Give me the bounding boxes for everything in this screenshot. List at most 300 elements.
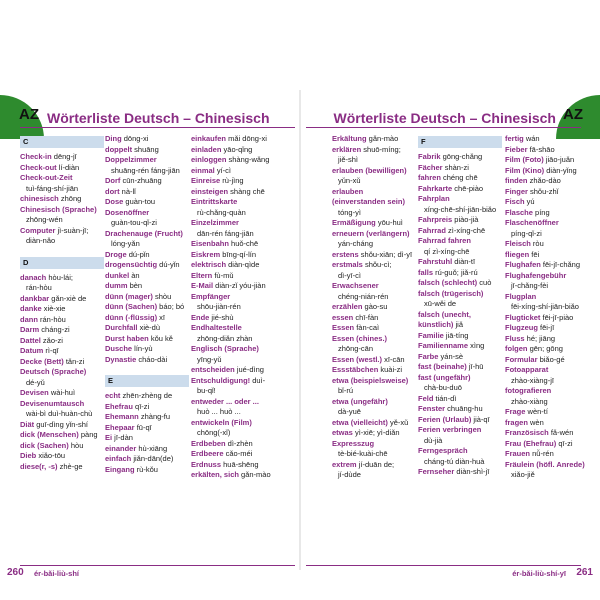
headword: Finger	[505, 186, 528, 196]
pinyin-translation: píng	[532, 207, 550, 217]
headword: extrem	[332, 459, 357, 469]
page-title-right: Wörterliste Deutsch – Chinesisch	[333, 110, 556, 126]
pinyin-translation: wài-bì duì-huàn-chù	[26, 409, 93, 418]
pinyin-translation: yí-cì	[214, 165, 232, 175]
dictionary-entry	[505, 145, 589, 156]
headword: Flughafen	[505, 260, 541, 269]
headword: Droge	[105, 249, 127, 259]
dictionary-entry	[418, 457, 502, 468]
dictionary-entry	[191, 250, 275, 261]
headword: Fahrrad	[418, 225, 446, 235]
dictionary-entry	[191, 386, 275, 397]
dictionary-entry	[332, 355, 416, 366]
dictionary-entry	[191, 428, 275, 439]
headword: Formular	[505, 354, 538, 364]
headword: Flugticket	[505, 312, 541, 322]
pinyin-translation: shǒu-cì;	[362, 260, 392, 269]
dictionary-entry	[332, 145, 416, 156]
pinyin-translation: kuài-zi	[378, 365, 403, 374]
dictionary-entry	[105, 292, 189, 303]
headword: Darm	[20, 325, 40, 334]
dictionary-entry	[191, 229, 275, 240]
dictionary-entry	[332, 376, 416, 387]
headword: Eisenbahn	[191, 239, 229, 248]
pinyin-translation: shàng chē	[228, 186, 265, 196]
pinyin-translation: hòu	[68, 440, 84, 450]
pinyin-translation: fā-shāo	[527, 144, 555, 154]
headword: Fisch	[505, 197, 525, 206]
dictionary-entry	[505, 407, 589, 418]
pinyin-translation: diàn-zǐ yóu-jiàn	[213, 281, 266, 290]
pinyin-translation: yú	[524, 197, 535, 206]
dictionary-entry	[418, 320, 502, 331]
pinyin-translation: fǎ-wén	[548, 428, 574, 437]
pinyin-translation: nà-lǐ	[119, 186, 136, 196]
dictionary-entry	[105, 465, 189, 476]
dictionary-entry	[332, 428, 416, 439]
pinyin-translation: xū-wěi de	[424, 299, 457, 308]
pinyin-translation: diàn-qìde	[226, 260, 260, 269]
dictionary-entry	[20, 409, 104, 420]
dictionary-entry	[418, 415, 502, 426]
dictionary-entry	[418, 257, 502, 268]
headword: Dorf	[105, 176, 121, 185]
headword: Essen (westl.)	[332, 354, 383, 364]
headword: Erdbeben	[191, 438, 226, 448]
pinyin-translation: dì-yī-cì	[338, 270, 361, 280]
section-gap	[20, 247, 104, 255]
pinyin-translation: jiǎn-dān(de)	[131, 454, 174, 463]
dictionary-entry	[105, 145, 189, 156]
pinyin-translation: shǒu-zhǐ	[527, 186, 559, 196]
pinyin-translation: jiǎ	[453, 320, 464, 329]
headword: erstmals	[332, 260, 363, 269]
pinyin-translation: dì-zhèn	[225, 438, 253, 448]
pinyin-translation: fēi	[529, 249, 540, 259]
dictionary-entry	[105, 433, 189, 444]
dictionary-entry	[332, 439, 416, 450]
pinyin-translation: shǒu-xiān; dì-yī	[358, 249, 413, 259]
dictionary-entry	[418, 362, 502, 373]
az-icon: AZ	[19, 106, 39, 123]
dictionary-entry	[505, 428, 589, 439]
pinyin-translation: shòu	[152, 291, 172, 301]
dictionary-entry	[418, 352, 502, 363]
pinyin-translation: yán-cháng	[338, 239, 374, 248]
dictionary-entry	[505, 460, 589, 471]
dictionary-entry	[191, 439, 275, 450]
page-number-left: 260	[7, 567, 24, 578]
headword: Fenster	[418, 404, 446, 413]
dictionary-entry	[20, 163, 104, 174]
dictionary-entry	[20, 325, 104, 336]
dictionary-entry	[105, 313, 189, 324]
headword: Empfänger	[191, 291, 231, 301]
dictionary-entry	[505, 271, 589, 282]
pinyin-translation: yāo-qǐng	[221, 144, 253, 154]
pinyin-translation: ròu	[530, 239, 544, 248]
pinyin-translation: jiā-tíng	[443, 330, 469, 340]
headword: Ehepaar	[105, 422, 135, 432]
headword: Endhaltestelle	[191, 323, 242, 332]
dictionary-entry	[418, 289, 502, 300]
pinyin-translation: diàn-shì-jī	[454, 467, 490, 476]
pinyin-translation: cháng-tú diàn-huà	[424, 456, 485, 466]
dictionary-entry	[105, 187, 189, 198]
pinyin-translation: shuō-míng;	[361, 144, 401, 154]
headword: Fahrpreis	[418, 215, 453, 224]
pinyin-translation: biǎo-gé	[537, 354, 565, 364]
headword: dick (Sachen)	[20, 440, 69, 450]
headword: fast (beinahe)	[418, 362, 467, 371]
pinyin-translation: chī-fàn	[353, 312, 379, 322]
headword: elektrisch	[191, 260, 227, 269]
dictionary-entry	[332, 187, 416, 198]
headword: erklären	[332, 144, 362, 154]
dictionary-entry	[191, 134, 275, 145]
wordlist-column-4	[332, 134, 416, 481]
dictionary-entry	[332, 176, 416, 187]
dictionary-entry	[191, 418, 275, 429]
dictionary-entry	[332, 418, 416, 429]
dictionary-entry	[105, 412, 189, 423]
headword: (einverstanden sein)	[332, 197, 405, 206]
headword: danach	[20, 272, 47, 282]
headword: chinesisch	[20, 194, 59, 203]
headword: künstlich)	[418, 320, 454, 329]
pinyin-translation: tè-bié-kuài-chē	[338, 449, 388, 458]
dictionary-entry	[418, 215, 502, 226]
page-title-left: Wörterliste Deutsch – Chinesisch	[47, 110, 270, 126]
section-letter-header: F	[418, 136, 502, 148]
dictionary-entry	[191, 449, 275, 460]
pinyin-translation: cháng-zi	[39, 325, 70, 334]
dictionary-entry	[505, 208, 589, 219]
dictionary-entry	[332, 250, 416, 261]
dictionary-entry	[332, 365, 416, 376]
dictionary-entry	[418, 152, 502, 163]
headword: Fotoapparat	[505, 365, 549, 374]
dictionary-entry	[105, 260, 189, 271]
dictionary-entry	[105, 355, 189, 366]
dictionary-entry	[105, 444, 189, 455]
headword: Ferngespräch	[418, 446, 468, 455]
headword: Dusche	[105, 344, 133, 353]
pinyin-translation: chà-bu-duō	[424, 383, 462, 392]
dictionary-entry	[418, 404, 502, 415]
pinyin-translation: rù-jìng	[220, 176, 244, 185]
dictionary-entry	[191, 344, 275, 355]
headword: Flughafengebühr	[505, 270, 567, 280]
dictionary-entry	[505, 292, 589, 303]
dictionary-entry	[20, 173, 104, 184]
pinyin-translation: bīng-qí-lín	[220, 249, 257, 259]
pinyin-translation: fàn-caì	[354, 323, 380, 332]
dictionary-entry	[20, 236, 104, 247]
pinyin-translation: shàn-zi	[442, 162, 469, 172]
dictionary-entry	[505, 281, 589, 292]
dictionary-entry	[505, 313, 589, 324]
pinyin-translation: tián-dì	[433, 393, 457, 403]
pinyin-translation: xiǎo-jiě	[511, 470, 535, 479]
headword: Film (Foto)	[505, 155, 544, 164]
dictionary-entry	[505, 187, 589, 198]
dictionary-entry	[505, 323, 589, 334]
dictionary-entry	[105, 344, 189, 355]
headword: erlauben (bewilligen)	[332, 165, 407, 175]
headword: Expresszug	[332, 438, 375, 448]
dictionary-entry	[191, 176, 275, 187]
pinyin-translation: lín-yù	[132, 344, 153, 353]
dictionary-entry	[332, 397, 416, 408]
dictionary-entry	[418, 173, 502, 184]
headword: Flasche	[505, 207, 533, 217]
headword: erlauben	[332, 186, 364, 196]
headword: dick (Menschen)	[20, 430, 79, 439]
dictionary-entry	[418, 467, 502, 478]
pinyin-translation: xiè-dù	[137, 323, 161, 332]
dictionary-entry	[332, 460, 416, 471]
headword: etwa (ungefähr)	[332, 396, 388, 406]
pinyin-translation: rú-guǒ; jiǎ-rú	[433, 267, 478, 277]
wordlist-column-1	[20, 134, 104, 472]
headword: Chinesisch (Sprache)	[20, 204, 97, 214]
headword: Frage	[505, 407, 526, 416]
pinyin-translation: zhōng-cān	[338, 344, 374, 353]
header-divider	[20, 127, 295, 128]
dictionary-entry	[191, 239, 275, 250]
dictionary-entry	[332, 292, 416, 303]
pinyin-translation: zhēn-zhèng de	[120, 391, 173, 400]
pinyin-translation: cūn-zhuāng	[120, 176, 162, 185]
headword: drogensüchtig	[105, 260, 158, 269]
dictionary-entry	[105, 134, 189, 145]
pinyin-translation: rán-hòu	[37, 314, 66, 324]
pinyin-translation: yīng-yǔ	[197, 354, 222, 364]
pinyin-translation: huā-shēng	[221, 459, 259, 469]
headword: Eltern	[191, 270, 213, 280]
pinyin-translation: dù-jià	[424, 435, 443, 445]
pinyin-translation: jiě-shì	[338, 155, 359, 164]
dictionary-entry	[418, 446, 502, 457]
headword: Devisenumtausch	[20, 398, 85, 408]
pinyin-translation: cháo-dài	[136, 354, 168, 364]
dictionary-entry	[505, 334, 589, 345]
headword: Devisen	[20, 388, 49, 397]
headword: falls	[418, 267, 434, 277]
pinyin-translation: qí zì-xíng-chē	[424, 246, 470, 256]
dictionary-entry	[418, 163, 502, 174]
dictionary-entry	[332, 281, 416, 292]
wordlist-column-2	[105, 134, 189, 475]
headword: Feld	[418, 393, 434, 403]
pinyin-translation: duì-	[250, 375, 266, 385]
headword: dankbar	[20, 293, 50, 303]
headword: erkälten, sich	[191, 470, 239, 479]
dictionary-entry	[332, 208, 416, 219]
pinyin-translation: chōng(-xǐ)	[197, 428, 231, 437]
dictionary-entry	[418, 278, 502, 289]
pinyin-translation: shōu-jiàn-rén	[197, 302, 241, 311]
section-letter-header: E	[105, 375, 189, 387]
pinyin-translation: dōng-xi	[121, 134, 149, 143]
headword: einander	[105, 443, 137, 453]
headword: Französisch	[505, 428, 549, 437]
dictionary-entry	[418, 184, 502, 195]
headword: erneuern (verlängern)	[332, 228, 410, 238]
headword: dumm	[105, 281, 128, 290]
headword: Familienname	[418, 341, 469, 350]
pinyin-translation: huò ... huò ...	[197, 407, 241, 416]
headword: Flugplan	[505, 291, 537, 301]
headword: Fluss	[505, 333, 525, 343]
headword: Fächer	[418, 162, 443, 172]
dictionary-entry	[20, 346, 104, 357]
pinyin-translation: jí-duān de;	[356, 459, 395, 469]
headword: entweder ... oder ...	[191, 396, 259, 406]
pinyin-translation: jī-dàn	[112, 433, 133, 442]
headword: einkaufen	[191, 134, 227, 143]
pinyin-translation: bèn	[127, 281, 143, 290]
dictionary-entry	[20, 194, 104, 205]
pinyin-translation: chéng chē	[440, 173, 478, 182]
dictionary-entry	[191, 376, 275, 387]
dictionary-entry	[505, 470, 589, 481]
dictionary-entry	[191, 302, 275, 313]
pinyin-translation: jī-hū	[466, 362, 484, 371]
pinyin-translation: jī-chǎng-fèi	[511, 281, 549, 290]
dictionary-entry	[332, 166, 416, 177]
pinyin-translation: zhào-xiàng	[511, 396, 548, 406]
headword: einladen	[191, 144, 222, 154]
dictionary-entry	[105, 176, 189, 187]
headword: Drachenauge (Frucht)	[105, 228, 183, 238]
headword: Ehefrau	[105, 401, 133, 411]
dictionary-entry	[332, 323, 416, 334]
headword: finden	[505, 176, 528, 185]
dictionary-entry	[332, 386, 416, 397]
dictionary-entry	[20, 273, 104, 284]
pinyin-translation: gōng-chǎng	[440, 152, 483, 161]
dictionary-entry	[20, 441, 104, 452]
dictionary-entry	[332, 302, 416, 313]
headword: falsch (trügerisch)	[418, 288, 484, 298]
headword: Dose	[105, 197, 124, 206]
pinyin-translation: jì-suàn-jī;	[55, 225, 89, 235]
headword: Fahrkarte	[418, 183, 453, 193]
dictionary-entry	[505, 250, 589, 261]
section-gap	[105, 365, 189, 373]
headword: Dynastie	[105, 354, 137, 364]
dictionary-entry	[191, 187, 275, 198]
headword: dort	[105, 186, 120, 196]
headword: Ferien verbringen	[418, 425, 482, 434]
headword: Dosenöffner	[105, 207, 150, 217]
headword: Fahrstuhl	[418, 257, 453, 266]
pinyin-translation: zhōng-diǎn zhàn	[197, 333, 253, 343]
dictionary-entry	[505, 386, 589, 397]
headword: Fräulein (höfl. Anrede)	[505, 459, 585, 469]
pinyin-translation: rù-chǎng-quàn	[197, 207, 246, 217]
dictionary-entry	[332, 134, 416, 145]
headword: Doppelzimmer	[105, 155, 157, 164]
pinyin-translation: àn	[129, 270, 140, 280]
headword: etwas	[332, 428, 353, 437]
dictionary-entry	[105, 239, 189, 250]
pinyin-translation: xī	[157, 312, 165, 322]
dictionary-entry	[20, 315, 104, 326]
pinyin-translation: zhào-xiàng-jī	[511, 375, 554, 385]
pinyin-translation: nǚ-rén	[530, 449, 554, 458]
headword: falsch (unecht,	[418, 309, 471, 319]
dictionary-entry	[418, 299, 502, 310]
dictionary-entry	[332, 470, 416, 481]
dictionary-entry	[191, 460, 275, 471]
headword: Erdbeere	[191, 449, 224, 458]
headword: erstens	[332, 249, 359, 259]
pinyin-translation: tóng-yì	[338, 207, 361, 217]
dictionary-entry	[505, 344, 589, 355]
section-letter-header: C	[20, 136, 104, 148]
pinyin-translation: diàn-nǎo	[26, 236, 56, 245]
dictionary-entry	[105, 391, 189, 402]
pinyin-translation: cuò	[477, 278, 492, 287]
dictionary-entry	[418, 341, 502, 352]
pinyin-translation: xī-cān	[382, 354, 405, 364]
dictionary-entry	[191, 281, 275, 292]
headword: Essstäbchen	[332, 365, 379, 374]
pinyin-translation: jià-qī	[471, 414, 490, 424]
dictionary-entry	[505, 439, 589, 450]
pinyin-translation: qī-zi	[556, 438, 573, 448]
pinyin-translation: huǒ-chē	[228, 239, 259, 248]
dictionary-entry	[105, 197, 189, 208]
dictionary-entry	[505, 418, 589, 429]
dictionary-entry	[191, 470, 275, 481]
headword: folgen	[505, 344, 528, 353]
headword: essen	[332, 312, 354, 322]
headword: Flugzeug	[505, 323, 538, 332]
pinyin-translation: cǎo-méi	[223, 449, 253, 458]
dictionary-entry	[105, 334, 189, 345]
pinyin-translation: báo; bó	[157, 302, 185, 311]
pinyin-translation: shàng-wǎng	[226, 155, 270, 164]
pinyin-translation: dé-yǔ	[26, 377, 45, 387]
dictionary-entry	[418, 383, 502, 394]
headword: etwa (beispielsweise)	[332, 375, 409, 385]
pinyin-translation: gēn; gōng	[527, 344, 563, 353]
pinyin-translation: tuì-fáng-shí-jiān	[26, 183, 79, 193]
dictionary-entry	[191, 334, 275, 345]
dictionary-entry	[505, 397, 589, 408]
pinyin-translation: fēi-jī	[537, 323, 555, 332]
dictionary-entry	[20, 430, 104, 441]
headword: E-Mail	[191, 281, 214, 290]
dictionary-entry	[505, 355, 589, 366]
pinyin-translation: zì-xíng-chē	[445, 225, 486, 235]
headword: fliegen	[505, 249, 530, 259]
dictionary-entry	[505, 134, 589, 145]
wordlist-column-5	[418, 134, 502, 478]
pinyin-translation: jí-dùde	[338, 470, 361, 479]
headword: Erwachsener	[332, 281, 379, 290]
dictionary-entry	[418, 236, 502, 247]
dictionary-entry	[505, 166, 589, 177]
dictionary-entry	[105, 250, 189, 261]
dictionary-entry	[191, 260, 275, 271]
headword: Familie	[418, 330, 444, 340]
pinyin-translation: shuāng	[132, 144, 159, 154]
